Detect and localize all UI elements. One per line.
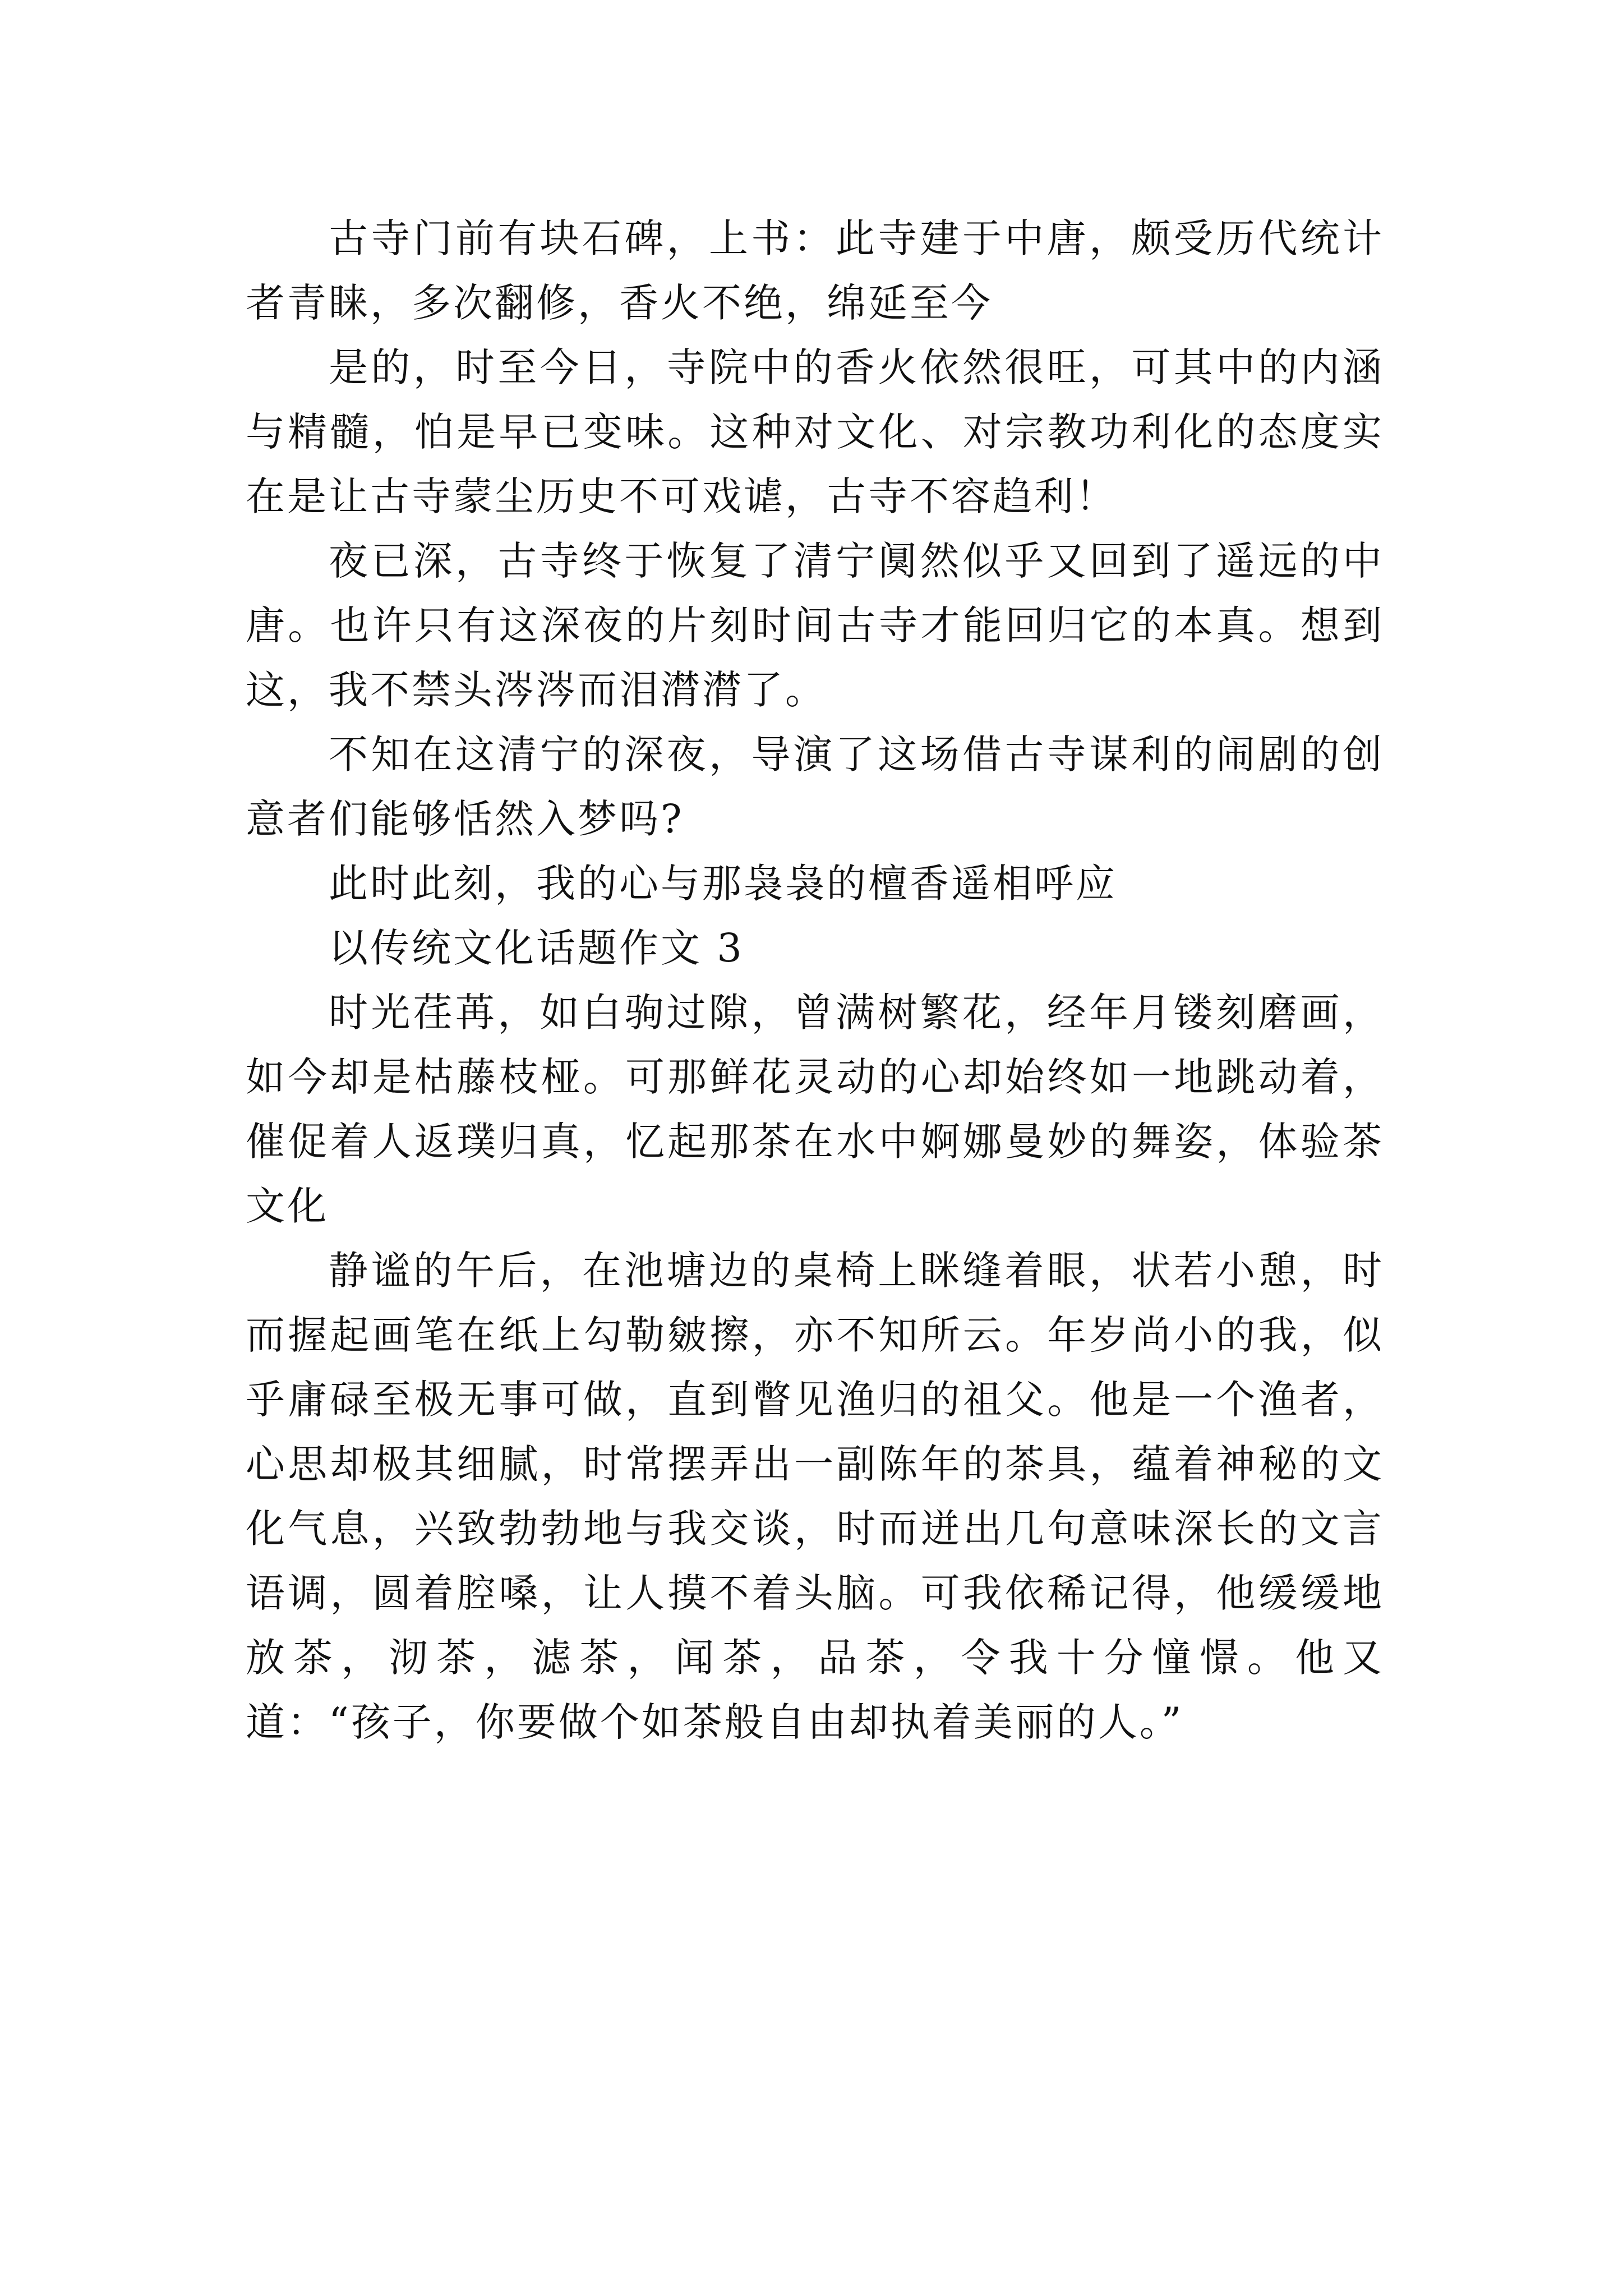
paragraph-afternoon: 静谧的午后，在池塘边的桌椅上眯缝着眼，状若小憩，时而握起画笔在纸上勾勒皴擦，亦不知所云。年岁尚小的我，似乎庸碌至极无事可做，直到瞥见渔归的祖父。他是一个渔者，心思却极其细腻，时常摆弄出一副陈年的茶具，蕴着神秘的文化气息，兴致勃勃地与我交谈，时而迸出几句意味深长的文言语调，圆着腔嗓，让人摸不着头脑。可我依稀记得，他缓缓地放茶，沏茶，滤茶，闻茶，品茶，令我十分憧憬。他又道：“孩子，你要做个如茶般自由却执着美丽的人。” (246, 1248, 1384, 1745)
paragraph-moment: 此时此刻，我的心与那袅袅的檀香遥相呼应 (329, 861, 1117, 907)
essay-heading: 以传统文化话题作文 3 (329, 925, 744, 971)
paragraph-night: 夜已深，古寺终于恢复了清宁阒然似乎又回到了遥远的中唐。也许只有这深夜的片刻时间古寺才能回归它的本真。想到这，我不禁头涔涔而泪潸潸了。 (246, 538, 1384, 713)
paragraph-question: 不知在这清宁的深夜，导演了这场借古寺谋利的闹剧的创意者们能够恬然入梦吗? (246, 731, 1384, 842)
paragraph-incense: 是的，时至今日，寺院中的香火依然很旺，可其中的内涵与精髓，怕是早已变味。这种对文化、对宗教功利化的态度实在是让古寺蒙尘历史不可戏谑，古寺不容趋利！ (246, 344, 1384, 519)
paragraph-time: 时光荏苒，如白驹过隙，曾满树繁花，经年月镂刻磨画，如今却是枯藤枝桠。可那鲜花灵动的心却始终如一地跳动着，催促着人返璞归真，忆起那茶在水中婀娜曼妙的舞姿，体验茶文化 (246, 990, 1384, 1229)
document-body (246, 206, 1384, 1755)
paragraph-stone-tablet: 古寺门前有块石碑，上书：此寺建于中唐，颇受历代统计者青睐，多次翻修，香火不绝，绵延至今 (246, 215, 1384, 326)
